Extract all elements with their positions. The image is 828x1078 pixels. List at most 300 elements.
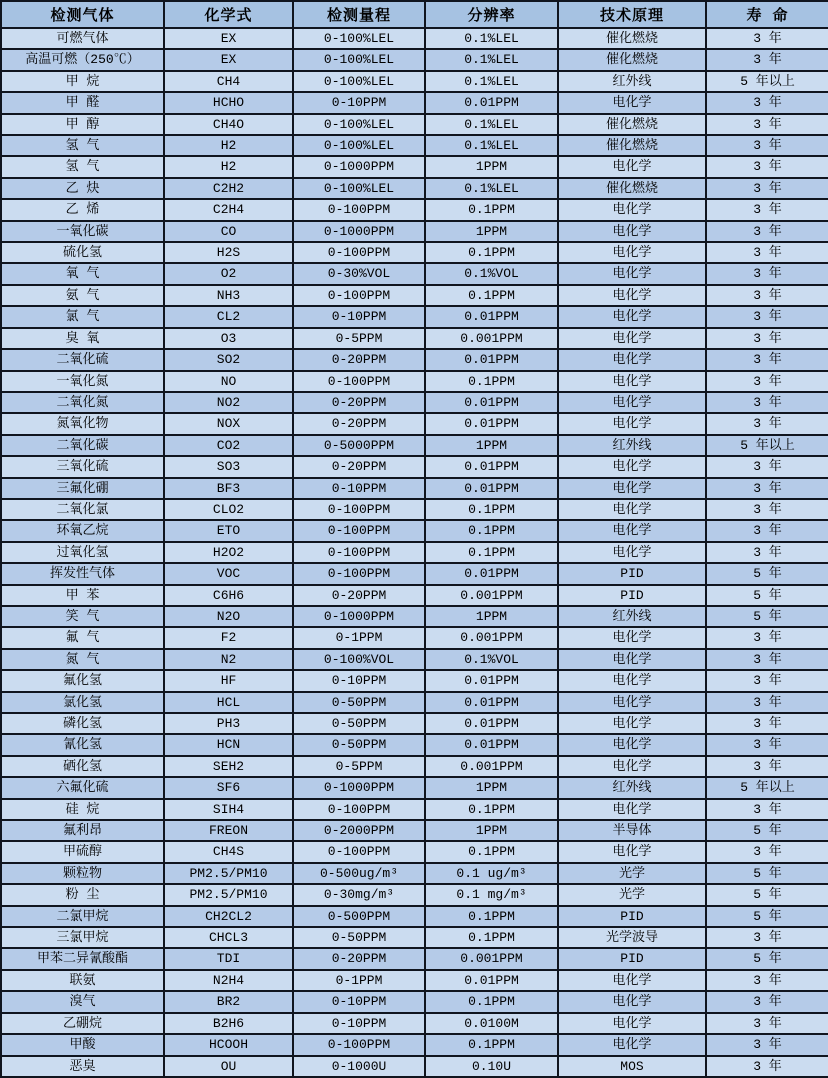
table-cell: 0.1PPM xyxy=(425,242,558,263)
table-cell: 0.001PPM xyxy=(425,756,558,777)
table-cell: 0-100%LEL xyxy=(293,71,425,92)
table-cell: 一氧化氮 xyxy=(1,371,164,392)
table-row xyxy=(1,927,828,948)
table-cell: 硅 烷 xyxy=(1,799,164,820)
table-row xyxy=(1,585,828,606)
table-cell: 3 年 xyxy=(706,242,828,263)
table-cell: 过氧化氢 xyxy=(1,542,164,563)
table-cell: 3 年 xyxy=(706,756,828,777)
table-row xyxy=(1,92,828,113)
table-cell: 0.1%VOL xyxy=(425,649,558,670)
table-cell: 3 年 xyxy=(706,92,828,113)
table-cell: 颗粒物 xyxy=(1,863,164,884)
table-cell: 电化学 xyxy=(558,756,706,777)
table-cell: 0-100%VOL xyxy=(293,649,425,670)
table-cell: 0-50PPM xyxy=(293,927,425,948)
table-cell: 0-1000U xyxy=(293,1056,425,1077)
table-cell: 0.1PPM xyxy=(425,499,558,520)
table-cell: 六氟化硫 xyxy=(1,777,164,798)
table-cell: CL2 xyxy=(164,306,293,327)
table-row xyxy=(1,970,828,991)
table-cell: 硫化氢 xyxy=(1,242,164,263)
table-row xyxy=(1,799,828,820)
table-row xyxy=(1,542,828,563)
table-row xyxy=(1,906,828,927)
table-cell: PID xyxy=(558,906,706,927)
table-cell: 0.1%LEL xyxy=(425,28,558,49)
table-cell: 二氧化氮 xyxy=(1,392,164,413)
table-cell: 3 年 xyxy=(706,114,828,135)
table-cell: 5 年以上 xyxy=(706,777,828,798)
table-cell: 0.001PPM xyxy=(425,328,558,349)
table-cell: 氟 气 xyxy=(1,627,164,648)
table-cell: 0.001PPM xyxy=(425,585,558,606)
table-cell: SO2 xyxy=(164,349,293,370)
table-cell: 3 年 xyxy=(706,478,828,499)
table-cell: 3 年 xyxy=(706,841,828,862)
table-cell: 电化学 xyxy=(558,221,706,242)
table-cell: 3 年 xyxy=(706,692,828,713)
table-cell: 0-5PPM xyxy=(293,328,425,349)
table-cell: 氟化氢 xyxy=(1,670,164,691)
table-cell: 0.1 ug/m³ xyxy=(425,863,558,884)
table-cell: 0.1%LEL xyxy=(425,114,558,135)
table-cell: 3 年 xyxy=(706,263,828,284)
table-cell: 高温可燃（250℃） xyxy=(1,49,164,70)
column-header-3: 分辨率 xyxy=(425,1,558,28)
table-cell: 催化燃烧 xyxy=(558,114,706,135)
table-cell: 0-10PPM xyxy=(293,306,425,327)
table-cell: 3 年 xyxy=(706,349,828,370)
table-cell: 氢 气 xyxy=(1,156,164,177)
table-cell: 0-100%LEL xyxy=(293,135,425,156)
table-row xyxy=(1,371,828,392)
table-row xyxy=(1,263,828,284)
table-cell: 0-10PPM xyxy=(293,991,425,1012)
table-cell: 0.01PPM xyxy=(425,306,558,327)
table-cell: 电化学 xyxy=(558,92,706,113)
table-cell: 0.1%LEL xyxy=(425,135,558,156)
table-cell: HCHO xyxy=(164,92,293,113)
table-cell: 电化学 xyxy=(558,371,706,392)
table-cell: 0-100PPM xyxy=(293,499,425,520)
table-cell: EX xyxy=(164,28,293,49)
table-cell: 0-20PPM xyxy=(293,392,425,413)
table-cell: 一氧化碳 xyxy=(1,221,164,242)
table-cell: 3 年 xyxy=(706,627,828,648)
table-cell: FREON xyxy=(164,820,293,841)
table-row xyxy=(1,199,828,220)
table-cell: F2 xyxy=(164,627,293,648)
table-cell: 0-100PPM xyxy=(293,799,425,820)
table-cell: 5 年 xyxy=(706,606,828,627)
table-cell: 0-50PPM xyxy=(293,713,425,734)
table-row xyxy=(1,71,828,92)
table-cell: CH4O xyxy=(164,114,293,135)
table-cell: 可燃气体 xyxy=(1,28,164,49)
table-row xyxy=(1,670,828,691)
column-header-0: 检测气体 xyxy=(1,1,164,28)
table-cell: 电化学 xyxy=(558,328,706,349)
table-cell: 3 年 xyxy=(706,520,828,541)
table-cell: OU xyxy=(164,1056,293,1077)
table-row xyxy=(1,328,828,349)
table-cell: 0-100PPM xyxy=(293,199,425,220)
table-row xyxy=(1,520,828,541)
table-row xyxy=(1,178,828,199)
table-cell: 光学 xyxy=(558,863,706,884)
table-cell: PM2.5/PM10 xyxy=(164,863,293,884)
table-row xyxy=(1,1013,828,1034)
table-cell: 0-500ug/m³ xyxy=(293,863,425,884)
column-header-2: 检测量程 xyxy=(293,1,425,28)
table-cell: 氢 气 xyxy=(1,135,164,156)
table-cell: 5 年以上 xyxy=(706,71,828,92)
table-cell: 0.1PPM xyxy=(425,285,558,306)
table-cell: CH4 xyxy=(164,71,293,92)
table-cell: 3 年 xyxy=(706,799,828,820)
table-cell: 0.001PPM xyxy=(425,948,558,969)
table-cell: 0.1PPM xyxy=(425,841,558,862)
table-cell: 3 年 xyxy=(706,499,828,520)
table-cell: 0.1PPM xyxy=(425,927,558,948)
table-cell: 3 年 xyxy=(706,135,828,156)
table-cell: PH3 xyxy=(164,713,293,734)
table-cell: 0.1PPM xyxy=(425,991,558,1012)
table-cell: 0.1PPM xyxy=(425,906,558,927)
table-cell: N2H4 xyxy=(164,970,293,991)
table-row xyxy=(1,221,828,242)
table-cell: 电化学 xyxy=(558,713,706,734)
table-cell: 电化学 xyxy=(558,692,706,713)
table-row xyxy=(1,734,828,755)
table-cell: 0.1 mg/m³ xyxy=(425,884,558,905)
table-cell: 0-5000PPM xyxy=(293,435,425,456)
table-cell: 0.1PPM xyxy=(425,542,558,563)
table-row xyxy=(1,692,828,713)
table-cell: 0.01PPM xyxy=(425,670,558,691)
table-cell: CHCL3 xyxy=(164,927,293,948)
table-cell: 3 年 xyxy=(706,1034,828,1055)
table-cell: 氯化氢 xyxy=(1,692,164,713)
table-cell: 氧 气 xyxy=(1,263,164,284)
table-cell: 0-10PPM xyxy=(293,1013,425,1034)
table-row xyxy=(1,606,828,627)
table-row xyxy=(1,756,828,777)
table-row xyxy=(1,392,828,413)
table-cell: 0.01PPM xyxy=(425,692,558,713)
table-cell: 0.1PPM xyxy=(425,1034,558,1055)
table-row xyxy=(1,306,828,327)
table-cell: 电化学 xyxy=(558,1013,706,1034)
table-row xyxy=(1,135,828,156)
table-cell: 3 年 xyxy=(706,649,828,670)
table-cell: 光学 xyxy=(558,884,706,905)
table-cell: 催化燃烧 xyxy=(558,49,706,70)
table-cell: H2O2 xyxy=(164,542,293,563)
table-cell: 0-5PPM xyxy=(293,756,425,777)
table-cell: 1PPM xyxy=(425,820,558,841)
table-cell: H2 xyxy=(164,156,293,177)
table-cell: 3 年 xyxy=(706,285,828,306)
table-cell: 甲 烷 xyxy=(1,71,164,92)
table-cell: TDI xyxy=(164,948,293,969)
table-cell: 联氨 xyxy=(1,970,164,991)
table-cell: 电化学 xyxy=(558,456,706,477)
table-cell: 0-1000PPM xyxy=(293,221,425,242)
table-row xyxy=(1,777,828,798)
table-cell: 5 年 xyxy=(706,884,828,905)
table-cell: H2 xyxy=(164,135,293,156)
table-cell: B2H6 xyxy=(164,1013,293,1034)
table-cell: SEH2 xyxy=(164,756,293,777)
table-cell: 电化学 xyxy=(558,306,706,327)
table-cell: 0.01PPM xyxy=(425,349,558,370)
table-cell: 3 年 xyxy=(706,28,828,49)
column-header-1: 化学式 xyxy=(164,1,293,28)
table-cell: 3 年 xyxy=(706,178,828,199)
table-cell: 3 年 xyxy=(706,927,828,948)
table-cell: 3 年 xyxy=(706,156,828,177)
table-cell: 电化学 xyxy=(558,841,706,862)
table-cell: 催化燃烧 xyxy=(558,28,706,49)
table-cell: 0.1%LEL xyxy=(425,178,558,199)
table-cell: 0.01PPM xyxy=(425,456,558,477)
table-cell: CO xyxy=(164,221,293,242)
table-row xyxy=(1,242,828,263)
table-cell: 0-50PPM xyxy=(293,734,425,755)
table-cell: 0-100%LEL xyxy=(293,178,425,199)
table-cell: 三氯甲烷 xyxy=(1,927,164,948)
table-cell: 0.01PPM xyxy=(425,713,558,734)
table-cell: BR2 xyxy=(164,991,293,1012)
table-cell: HCOOH xyxy=(164,1034,293,1055)
table-row xyxy=(1,478,828,499)
table-cell: 电化学 xyxy=(558,649,706,670)
table-cell: 3 年 xyxy=(706,542,828,563)
table-cell: 3 年 xyxy=(706,991,828,1012)
table-header-row xyxy=(1,1,828,28)
table-cell: 光学波导 xyxy=(558,927,706,948)
table-cell: 半导体 xyxy=(558,820,706,841)
table-cell: 1PPM xyxy=(425,777,558,798)
table-cell: 二氯甲烷 xyxy=(1,906,164,927)
table-cell: 3 年 xyxy=(706,1056,828,1077)
table-cell: 0-2000PPM xyxy=(293,820,425,841)
table-cell: 电化学 xyxy=(558,991,706,1012)
table-cell: 氟利昂 xyxy=(1,820,164,841)
table-cell: H2S xyxy=(164,242,293,263)
table-cell: 0.01PPM xyxy=(425,734,558,755)
table-cell: 0-100PPM xyxy=(293,520,425,541)
table-row xyxy=(1,28,828,49)
table-cell: 电化学 xyxy=(558,970,706,991)
table-cell: 3 年 xyxy=(706,413,828,434)
table-cell: 0-100PPM xyxy=(293,242,425,263)
table-cell: 0-20PPM xyxy=(293,948,425,969)
table-cell: 3 年 xyxy=(706,328,828,349)
table-cell: 乙 烯 xyxy=(1,199,164,220)
table-cell: 粉 尘 xyxy=(1,884,164,905)
table-cell: NO2 xyxy=(164,392,293,413)
table-row xyxy=(1,649,828,670)
table-cell: 0-1000PPM xyxy=(293,156,425,177)
table-cell: 5 年 xyxy=(706,820,828,841)
table-cell: 0-500PPM xyxy=(293,906,425,927)
column-header-4: 技术原理 xyxy=(558,1,706,28)
table-row xyxy=(1,563,828,584)
table-cell: 乙硼烷 xyxy=(1,1013,164,1034)
table-cell: SF6 xyxy=(164,777,293,798)
table-cell: 0-10PPM xyxy=(293,478,425,499)
table-cell: 笑 气 xyxy=(1,606,164,627)
table-cell: 1PPM xyxy=(425,156,558,177)
table-cell: 3 年 xyxy=(706,371,828,392)
table-cell: 0.1PPM xyxy=(425,799,558,820)
table-cell: 1PPM xyxy=(425,606,558,627)
table-cell: 氮氧化物 xyxy=(1,413,164,434)
table-row xyxy=(1,991,828,1012)
table-cell: 0-30mg/m³ xyxy=(293,884,425,905)
table-cell: 0-100PPM xyxy=(293,563,425,584)
table-cell: 催化燃烧 xyxy=(558,135,706,156)
table-cell: 3 年 xyxy=(706,306,828,327)
table-cell: 甲苯二异氰酸酯 xyxy=(1,948,164,969)
table-cell: 0.1%LEL xyxy=(425,71,558,92)
table-cell: 5 年 xyxy=(706,563,828,584)
table-cell: SIH4 xyxy=(164,799,293,820)
table-cell: 二氧化碳 xyxy=(1,435,164,456)
table-cell: 0-100PPM xyxy=(293,1034,425,1055)
table-cell: NO xyxy=(164,371,293,392)
table-cell: 0-100PPM xyxy=(293,371,425,392)
table-cell: 溴气 xyxy=(1,991,164,1012)
table-cell: 电化学 xyxy=(558,799,706,820)
table-row xyxy=(1,1034,828,1055)
table-cell: PID xyxy=(558,585,706,606)
table-cell: SO3 xyxy=(164,456,293,477)
table-cell: 0.1%VOL xyxy=(425,263,558,284)
table-cell: C6H6 xyxy=(164,585,293,606)
table-cell: NOX xyxy=(164,413,293,434)
table-cell: 电化学 xyxy=(558,263,706,284)
table-cell: 电化学 xyxy=(558,627,706,648)
table-row xyxy=(1,948,828,969)
table-cell: 5 年 xyxy=(706,585,828,606)
table-row xyxy=(1,285,828,306)
table-cell: EX xyxy=(164,49,293,70)
table-cell: 甲酸 xyxy=(1,1034,164,1055)
table-cell: 0-20PPM xyxy=(293,456,425,477)
table-cell: 电化学 xyxy=(558,542,706,563)
table-cell: 电化学 xyxy=(558,670,706,691)
table-cell: PID xyxy=(558,563,706,584)
table-cell: 挥发性气体 xyxy=(1,563,164,584)
table-cell: 氨 气 xyxy=(1,285,164,306)
table-row xyxy=(1,156,828,177)
table-cell: 0-1PPM xyxy=(293,970,425,991)
table-cell: 0.0100M xyxy=(425,1013,558,1034)
table-cell: 0.01PPM xyxy=(425,413,558,434)
table-cell: 1PPM xyxy=(425,435,558,456)
table-cell: 0.01PPM xyxy=(425,563,558,584)
table-cell: ETO xyxy=(164,520,293,541)
table-cell: C2H4 xyxy=(164,199,293,220)
table-cell: 3 年 xyxy=(706,970,828,991)
table-cell: 磷化氢 xyxy=(1,713,164,734)
table-cell: 0-50PPM xyxy=(293,692,425,713)
table-cell: O2 xyxy=(164,263,293,284)
table-row xyxy=(1,49,828,70)
table-cell: BF3 xyxy=(164,478,293,499)
table-cell: 三氟化硼 xyxy=(1,478,164,499)
table-cell: N2O xyxy=(164,606,293,627)
table-row xyxy=(1,627,828,648)
table-cell: 红外线 xyxy=(558,777,706,798)
table-cell: 红外线 xyxy=(558,71,706,92)
table-row xyxy=(1,499,828,520)
table-cell: 甲 醇 xyxy=(1,114,164,135)
table-cell: 0-1000PPM xyxy=(293,606,425,627)
table-cell: 0.01PPM xyxy=(425,478,558,499)
table-cell: 二氧化氯 xyxy=(1,499,164,520)
table-row xyxy=(1,713,828,734)
table-cell: 0.1PPM xyxy=(425,371,558,392)
table-cell: MOS xyxy=(558,1056,706,1077)
table-cell: 环氧乙烷 xyxy=(1,520,164,541)
table-cell: 硒化氢 xyxy=(1,756,164,777)
table-cell: 0.10U xyxy=(425,1056,558,1077)
table-cell: 电化学 xyxy=(558,392,706,413)
table-cell: 甲 苯 xyxy=(1,585,164,606)
table-cell: CLO2 xyxy=(164,499,293,520)
table-cell: HCL xyxy=(164,692,293,713)
table-cell: PM2.5/PM10 xyxy=(164,884,293,905)
table-cell: 0-100PPM xyxy=(293,285,425,306)
table-cell: 0-20PPM xyxy=(293,413,425,434)
table-cell: PID xyxy=(558,948,706,969)
table-cell: 0.01PPM xyxy=(425,392,558,413)
table-cell: 5 年 xyxy=(706,948,828,969)
table-cell: CH2CL2 xyxy=(164,906,293,927)
table-cell: 0-100%LEL xyxy=(293,114,425,135)
table-cell: 0-20PPM xyxy=(293,349,425,370)
table-cell: 电化学 xyxy=(558,478,706,499)
table-row xyxy=(1,456,828,477)
table-cell: 0.1%LEL xyxy=(425,49,558,70)
table-cell: 0-100%LEL xyxy=(293,49,425,70)
table-cell: CO2 xyxy=(164,435,293,456)
table-cell: HCN xyxy=(164,734,293,755)
table-row xyxy=(1,349,828,370)
table-cell: 0-100PPM xyxy=(293,542,425,563)
table-cell: 电化学 xyxy=(558,734,706,755)
table-cell: 臭 氧 xyxy=(1,328,164,349)
table-cell: 红外线 xyxy=(558,435,706,456)
table-cell: 0-10PPM xyxy=(293,670,425,691)
table-row xyxy=(1,820,828,841)
table-cell: 甲 醛 xyxy=(1,92,164,113)
table-cell: O3 xyxy=(164,328,293,349)
table-cell: 甲硫醇 xyxy=(1,841,164,862)
table-cell: 氰化氢 xyxy=(1,734,164,755)
table-cell: 0.01PPM xyxy=(425,92,558,113)
table-cell: 3 年 xyxy=(706,734,828,755)
table-cell: 氮 气 xyxy=(1,649,164,670)
table-cell: 3 年 xyxy=(706,1013,828,1034)
table-cell: 0-100%LEL xyxy=(293,28,425,49)
table-cell: 二氧化硫 xyxy=(1,349,164,370)
